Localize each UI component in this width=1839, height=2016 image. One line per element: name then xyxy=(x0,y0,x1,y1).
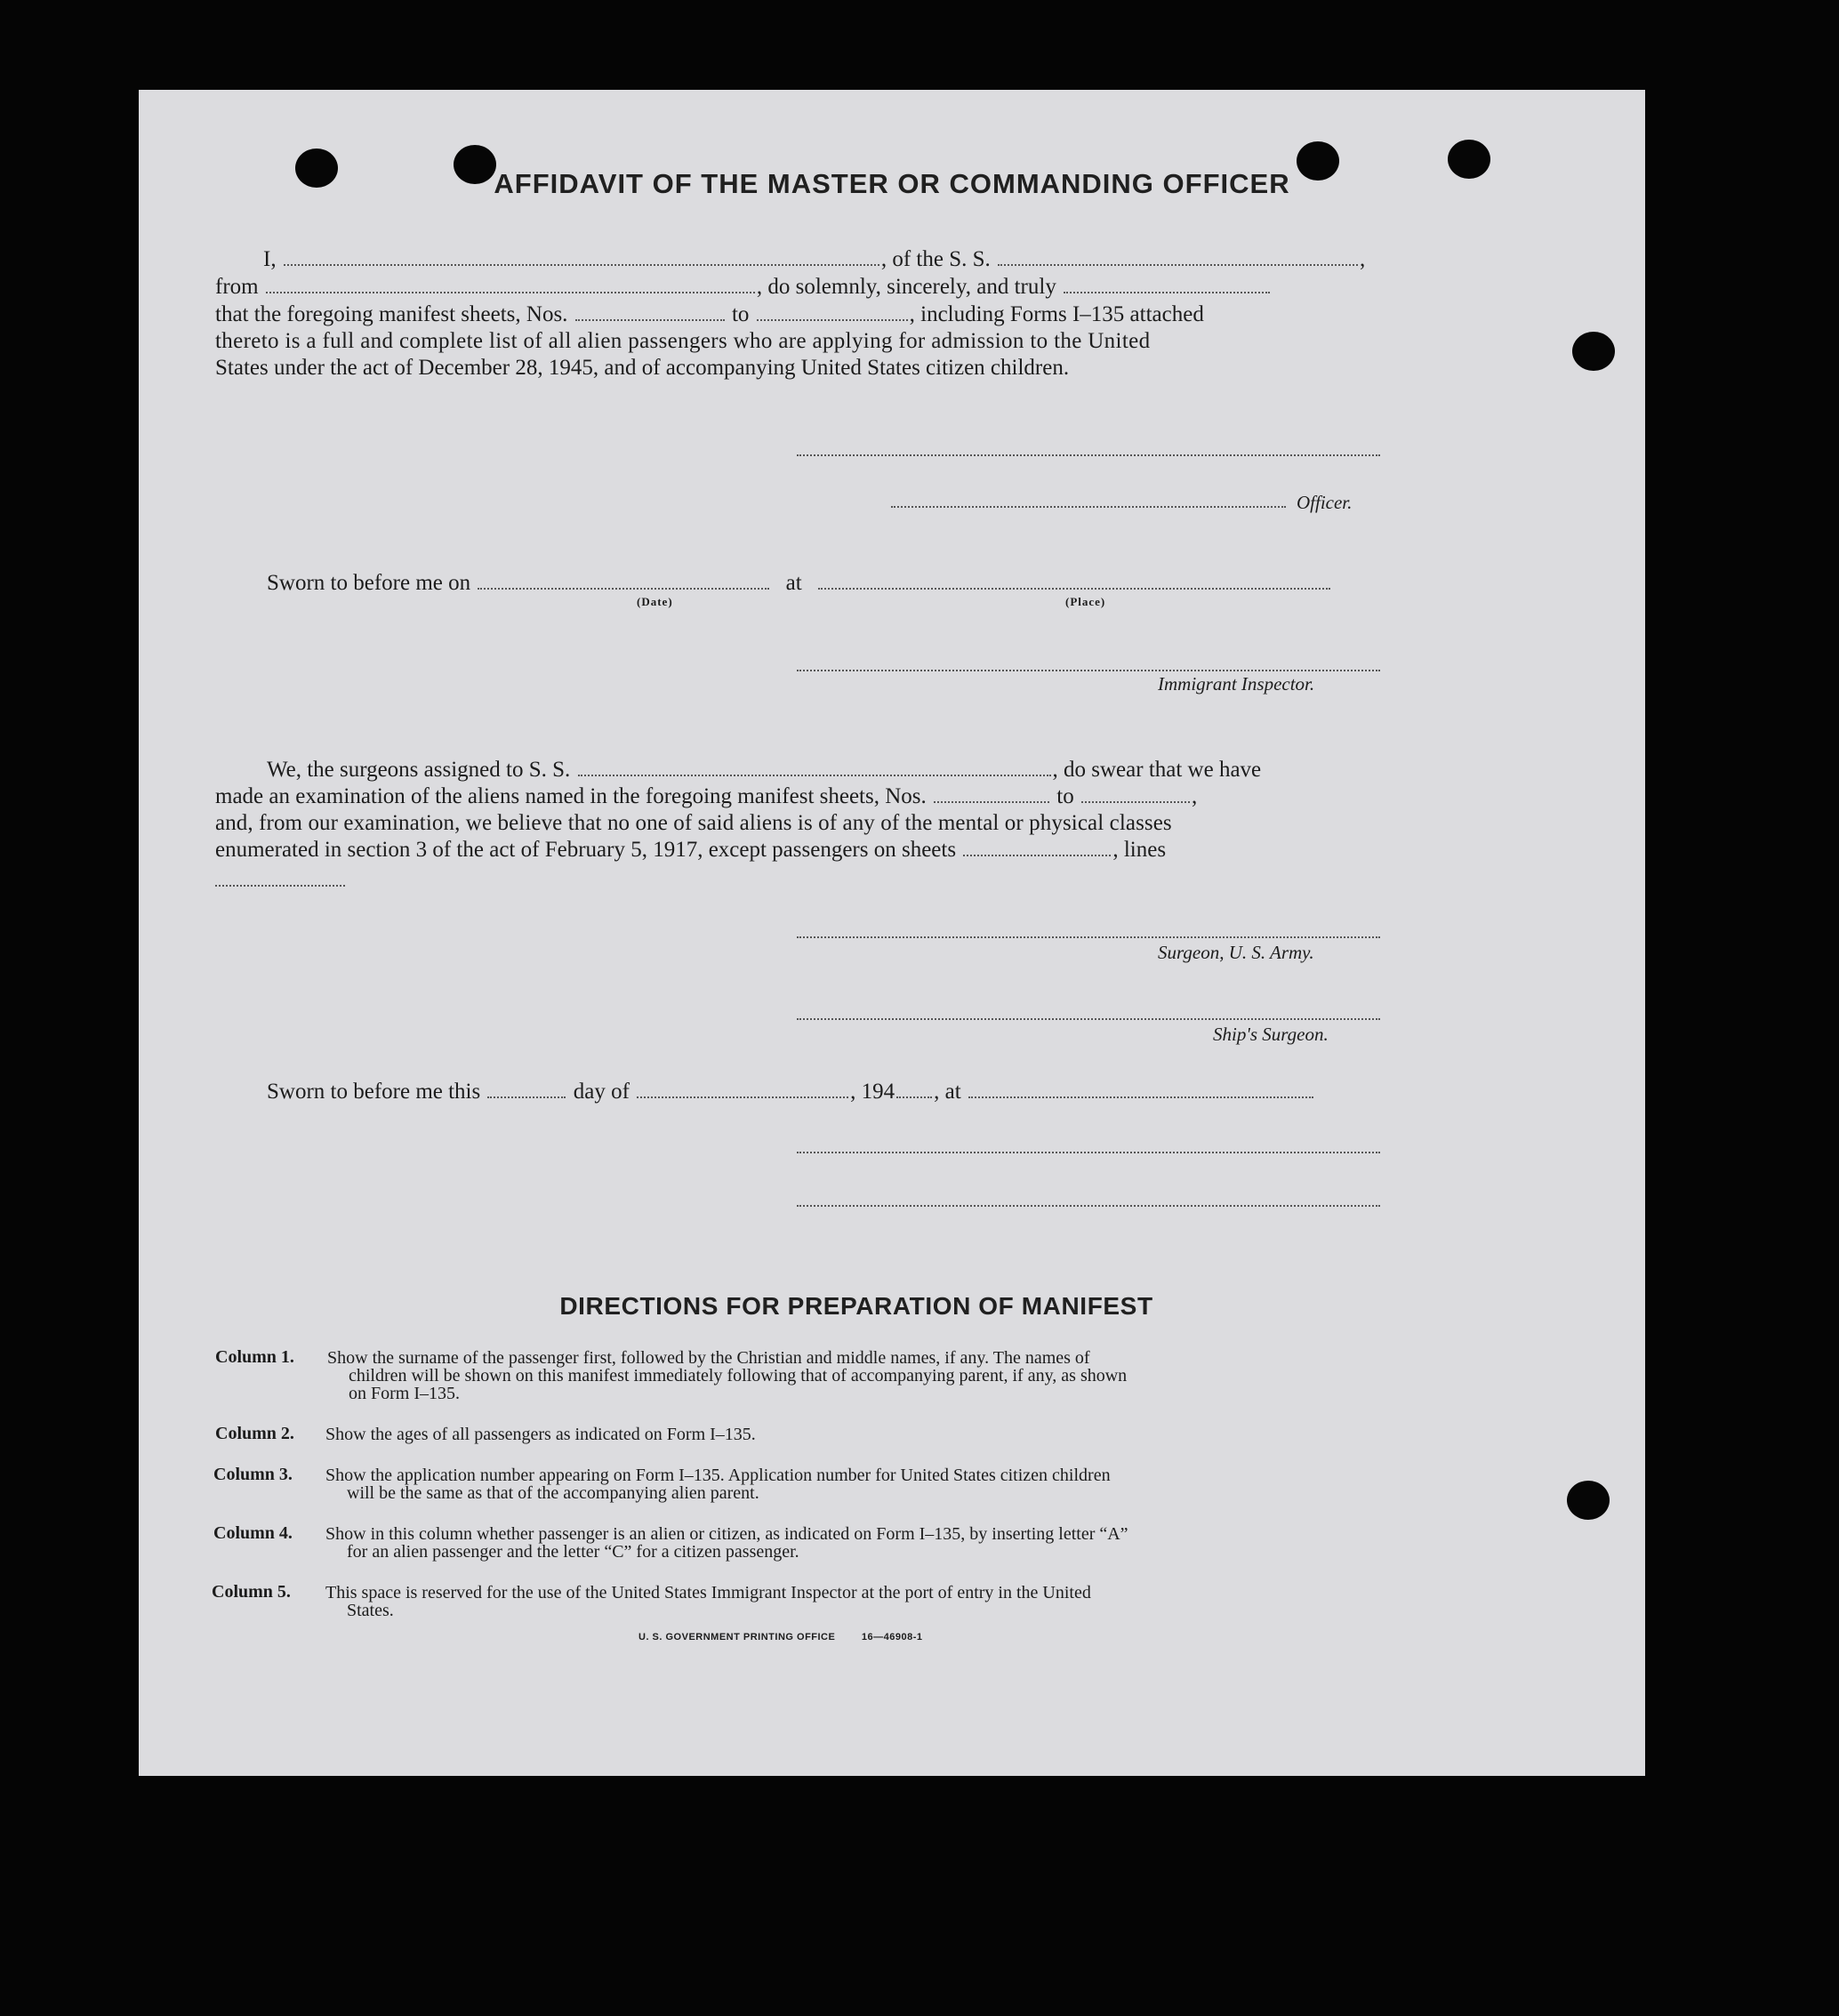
affidavit-line-1 xyxy=(263,246,1365,273)
surgeons-text: , xyxy=(1191,784,1198,808)
printer-imprint xyxy=(638,1632,923,1643)
affidavit-title: AFFIDAVIT OF THE MASTER OR COMMANDING OFFICER xyxy=(494,168,1290,199)
affidavit-text: , including Forms I–135 attached xyxy=(909,302,1204,326)
inspector-signature-line[interactable] xyxy=(797,670,1380,671)
column-4-text xyxy=(325,1525,1128,1561)
officer-signature-line[interactable] xyxy=(891,506,1286,508)
sworn-date-blank[interactable] xyxy=(478,588,769,590)
sheet-to-blank[interactable] xyxy=(757,319,908,321)
form-number: 16—46908-1 xyxy=(861,1632,923,1643)
column-2-text xyxy=(325,1426,756,1443)
direction-line: for an alien passenger and the letter “C” for a citizen passenger. xyxy=(347,1542,799,1562)
affidavit-text: , do solemnly, sincerely, and truly xyxy=(756,275,1056,299)
sworn-text: , at xyxy=(934,1080,961,1104)
sworn-place-2-blank[interactable] xyxy=(968,1096,1313,1098)
army-surgeon-signature-line[interactable] xyxy=(797,936,1380,938)
surgeons-line-2 xyxy=(215,783,1197,810)
affidavit-text: I, xyxy=(263,247,277,271)
directions-title: DIRECTIONS FOR PREPARATION OF MANIFEST xyxy=(559,1292,1153,1320)
column-5-text xyxy=(325,1584,1091,1619)
affidavit-line-2 xyxy=(215,274,1272,301)
column-1-text xyxy=(327,1349,1127,1402)
place-caption: (Place) xyxy=(1065,595,1106,608)
sheet-from-blank[interactable] xyxy=(575,319,725,321)
sworn-text: Sworn to before me this xyxy=(267,1080,481,1104)
surgeons-line-4 xyxy=(215,837,1166,863)
inspector-caption: Immigrant Inspector. xyxy=(1158,673,1315,695)
from-blank[interactable] xyxy=(266,292,755,293)
affidavit-text: , xyxy=(1360,247,1366,271)
column-3-label: Column 3. xyxy=(213,1465,293,1484)
column-5-label: Column 5. xyxy=(212,1582,291,1602)
printer-name: U. S. GOVERNMENT PRINTING OFFICE xyxy=(638,1632,836,1643)
column-4-label: Column 4. xyxy=(213,1523,293,1543)
lines-blank[interactable] xyxy=(215,885,345,887)
surgeons-text: We, the surgeons assigned to S. S. xyxy=(267,758,571,782)
year-blank[interactable] xyxy=(896,1096,932,1098)
surgeon-ship-blank[interactable] xyxy=(578,775,1051,776)
surgeons-line-3: and, from our examination, we believe that no one of said aliens is of any of the mental or physical classes xyxy=(215,811,1172,835)
exam-sheet-from-blank[interactable] xyxy=(934,801,1049,803)
affidavit-line-3 xyxy=(215,301,1204,328)
exam-sheet-to-blank[interactable] xyxy=(1081,801,1190,803)
ship-surgeon-signature-line[interactable] xyxy=(797,1018,1380,1020)
surgeons-text: , do swear that we have xyxy=(1052,758,1262,782)
sworn-place-blank[interactable] xyxy=(818,588,1330,590)
sworn-line-1 xyxy=(267,570,1332,597)
ship-surgeon-caption: Ship's Surgeon. xyxy=(1213,1024,1329,1045)
column-1-label: Column 1. xyxy=(215,1347,294,1367)
direction-line: will be the same as that of the accompanying alien parent. xyxy=(347,1483,759,1503)
direction-line: children will be shown on this manifest immediately following that of accompanying parent, if any, as shown xyxy=(349,1366,1128,1385)
surgeons-text: , lines xyxy=(1112,838,1167,862)
surgeons-text: enumerated in section 3 of the act of February 5, 1917, except passengers on sheets xyxy=(215,838,957,862)
master-signature-line[interactable] xyxy=(797,454,1380,456)
army-surgeon-caption: Surgeon, U. S. Army. xyxy=(1158,942,1314,963)
surgeons-text: made an examination of the aliens named in the foregoing manifest sheets, Nos. xyxy=(215,784,927,808)
sworn-text: , 194 xyxy=(850,1080,895,1104)
declare-blank[interactable] xyxy=(1064,292,1270,293)
direction-line: Show the application number appearing on Form I–135. Application number for United States citizen children xyxy=(325,1466,1111,1485)
punch-hole xyxy=(1567,1481,1610,1520)
affidavit-text: from xyxy=(215,275,259,299)
surgeons-line-1 xyxy=(267,757,1261,783)
sworn-text: Sworn to before me on xyxy=(267,571,471,595)
affidavit-text: , of the S. S. xyxy=(880,247,991,271)
direction-line: Show in this column whether passenger is an alien or citizen, as indicated on Form I–135, by inserting letter “A” xyxy=(325,1524,1128,1544)
month-blank[interactable] xyxy=(637,1096,848,1098)
officer-caption: Officer. xyxy=(1297,492,1353,513)
document-page xyxy=(139,90,1645,1776)
direction-line: States. xyxy=(347,1601,394,1620)
affidavit-line-4: thereto is a full and complete list of all alien passengers who are applying for admission to the United xyxy=(215,329,1151,353)
surgeons-text: to xyxy=(1056,784,1074,808)
affidavit-text: to xyxy=(731,302,750,326)
signature-line[interactable] xyxy=(797,1152,1380,1153)
direction-line: This space is reserved for the use of the United States Immigrant Inspector at the port of entry in the United xyxy=(325,1583,1091,1602)
column-2-label: Column 2. xyxy=(215,1424,294,1443)
sworn-text: day of xyxy=(573,1080,630,1104)
signature-line[interactable] xyxy=(797,1205,1380,1207)
except-sheets-blank[interactable] xyxy=(963,855,1111,856)
sworn-line-2 xyxy=(267,1079,1315,1105)
day-blank[interactable] xyxy=(487,1096,566,1098)
ship-name-blank[interactable] xyxy=(998,264,1358,266)
name-blank[interactable] xyxy=(284,264,879,266)
sworn-text: at xyxy=(785,571,802,595)
column-3-text xyxy=(325,1466,1111,1502)
direction-line: Show the surname of the passenger first, followed by the Christian and middle names, if any. The names of xyxy=(327,1348,1090,1368)
direction-line: Show the ages of all passengers as indicated on Form I–135. xyxy=(325,1425,756,1444)
affidavit-line-5: States under the act of December 28, 1945, and of accompanying United States citizen children. xyxy=(215,356,1070,380)
direction-line: on Form I–135. xyxy=(349,1384,460,1403)
punch-hole xyxy=(1572,332,1615,371)
date-caption: (Date) xyxy=(637,595,673,608)
affidavit-text: that the foregoing manifest sheets, Nos. xyxy=(215,302,568,326)
